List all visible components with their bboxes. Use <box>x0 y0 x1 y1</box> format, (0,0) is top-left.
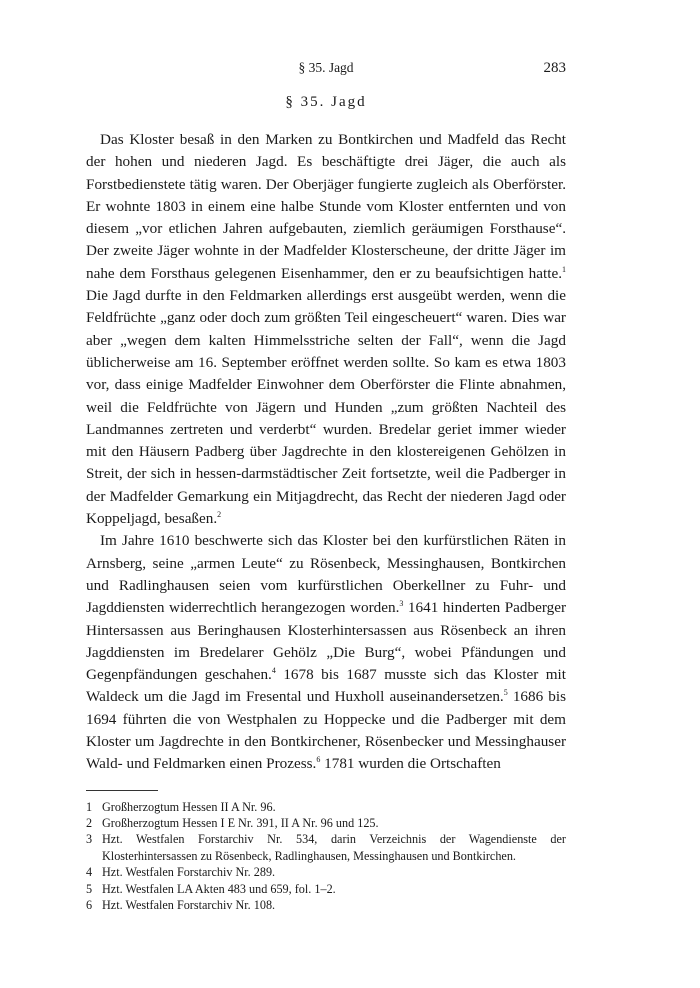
paragraph-2 <box>86 530 566 775</box>
paragraph-text: 1678 bis 1687 musste sich das Kloster mit Waldeck um die Jagd im Fresental und Huxholl auseinandersetzen. <box>86 666 566 706</box>
paragraph-text: Die Jagd durfte in den Feldmarken allerdings erst ausgeübt werden, wenn die Feldfrüchte „ganz oder doch zum größten Teil eingescheuert“ waren. Dies war aber „wegen dem kalten Himmelsstriche selten der Fall“, wenn die Jagd üblicherweise am 16. September eröffnet werden sollte. So kam es etwa 1803 vor, dass einige Madfelder Einwohner dem Oberförster die Flinte abnahmen, weil die Feldfrüchte von Jägern und Hunden „zum größten Nachteil des Landmannes zertreten und verderbt“ wurden. Bredelar geriet immer wieder mit den Häusern Padberg über Jagdrechte in den klostereigenen Gehölzen in Streit, der sich in hessen-darmstädtischer Zeit fortsetzte, weil die Padberger in der Madfelder Gemarkung ein Mitjagdrecht, das Recht der niederen Jagd oder Koppeljagd, besaßen. <box>86 287 566 528</box>
footnote-number: 2 <box>86 816 93 831</box>
footnote-item <box>86 831 566 864</box>
footnote-text: Hzt. Westfalen Forstarchiv Nr. 289. <box>102 865 276 880</box>
running-header-section: § 35. Jagd <box>298 60 354 75</box>
footnote-item <box>86 881 566 897</box>
footnote-ref[interactable]: 6 <box>316 755 321 765</box>
footnote-text: Großherzogtum Hessen II A Nr. 96. <box>102 799 276 814</box>
footnote-number: 6 <box>86 898 93 913</box>
paragraph-text: 1641 hinderten Padberger Hintersassen aus Beringhausen Klosterhintersassen aus Rösenbeck an ihren Jagddiensten im Bredelarer Gehölz „Die Burg“, wobei Pfändungen und Gegenpfändungen geschahen. <box>86 599 566 684</box>
page-number: 283 <box>543 60 566 76</box>
paragraph-text: 1781 wurden die Ortschaften <box>320 755 501 773</box>
paragraph-1 <box>86 129 566 530</box>
footnote-divider <box>86 790 158 791</box>
footnote-number: 5 <box>86 881 93 896</box>
footnote-text: Hzt. Westfalen LA Akten 483 und 659, fol. 1–2. <box>102 881 336 896</box>
footnote-item <box>86 897 566 913</box>
footnote-number: 1 <box>86 799 93 814</box>
footnote-text: Hzt. Westfalen Forstarchiv Nr. 534, darin Verzeichnis der Wagendienste der Klosterhintersassen zu Rösenbeck, Radlinghausen, Messinghausen und Bontkirchen. <box>102 832 566 863</box>
body-text <box>86 129 566 776</box>
section-title: § 35. Jagd <box>285 94 367 110</box>
footnote-item <box>86 815 566 831</box>
footnote-ref[interactable]: 5 <box>503 688 508 698</box>
running-header <box>86 60 566 82</box>
footnote-ref[interactable]: 4 <box>271 666 276 676</box>
footnote-text: Großherzogtum Hessen I E Nr. 391, II A Nr. 96 und 125. <box>102 816 379 831</box>
footnote-item <box>86 799 566 815</box>
paragraph-text: Das Kloster besaß in den Marken zu Bontkirchen und Madfeld das Recht der hohen und niederen Jagd. Es beschäftigte drei Jäger, die auch als Forstbedienstete tätig waren. Der Oberjäger fungierte zugleich als Oberförster. Er wohnte 1803 in einem eine halbe Stunde vom Kloster entfernten und von diesem „vor etlichen Jahren aufgebauten, ziemlich geräumigen Forsthause“. Der zweite Jäger wohnte in der Madfelder Klosterscheune, der dritte Jäger im nahe dem Forsthaus gelegenen Eisenhammer, den er zu beaufsichtigen hatte. <box>86 131 566 282</box>
paragraph-text: 1686 bis 1694 führten die von Westphalen zu Hoppecke und die Padberger mit dem Kloster um Jagdrechte in den Bontkirchener, Rösenbecker und Messinghauser Wald- und Feldmarken einen Prozess. <box>86 688 566 773</box>
paragraph-text: Im Jahre 1610 beschwerte sich das Kloster bei den kurfürstlichen Räten in Arnsberg, seine „armen Leute“ zu Rösenbeck, Messinghausen, Bontkirchen und Radlinghausen seien vom kurfürstlichen Oberkellner zu Fuhr- und Jagddiensten widerrechtlich herangezogen worden. <box>86 532 566 617</box>
footnote-ref[interactable]: 1 <box>562 264 566 274</box>
footnote-number: 3 <box>86 832 93 847</box>
footnote-text: Hzt. Westfalen Forstarchiv Nr. 108. <box>102 898 276 913</box>
footnote-ref[interactable]: 2 <box>217 509 222 519</box>
page <box>86 60 566 913</box>
footnote-item <box>86 864 566 880</box>
footnotes <box>86 799 566 914</box>
footnote-number: 4 <box>86 865 93 880</box>
footnote-ref[interactable]: 3 <box>399 599 404 609</box>
